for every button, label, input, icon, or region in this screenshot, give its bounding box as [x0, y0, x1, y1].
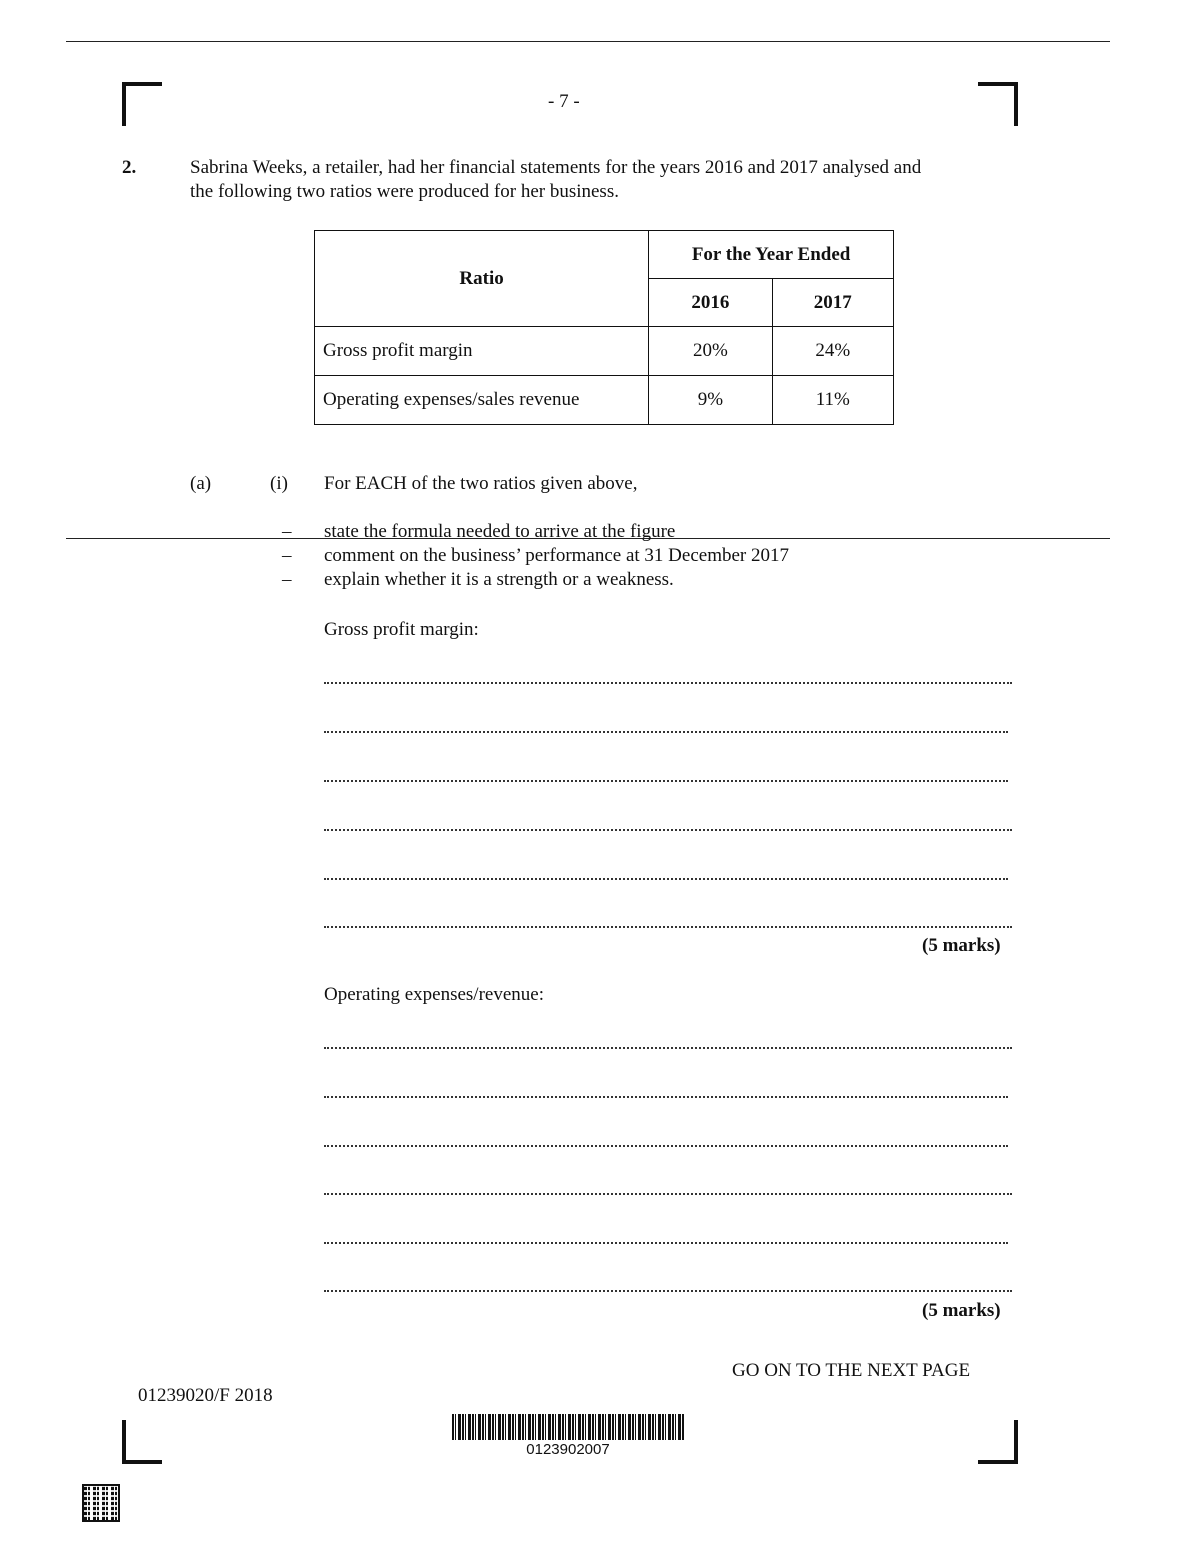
year-group-header: For the Year Ended — [649, 231, 894, 279]
row-label: Operating expenses/sales revenue — [315, 376, 649, 425]
question-number: 2. — [122, 157, 137, 178]
answer-line[interactable] — [324, 926, 1012, 928]
bullet-marker: – — [282, 545, 292, 566]
bullet-item: comment on the business’ performance at 31 December 2017 — [324, 545, 789, 566]
year-header-2017: 2017 — [772, 279, 893, 327]
section-title-gross-profit: Gross profit margin: — [324, 619, 479, 640]
bullet-marker: – — [282, 521, 292, 542]
answer-line[interactable] — [324, 1145, 1008, 1147]
answer-line[interactable] — [324, 1242, 1008, 1244]
corner-mark-bottom-right — [978, 1420, 1018, 1464]
ratio-table — [314, 230, 894, 425]
top-rule — [66, 41, 1110, 42]
answer-line[interactable] — [324, 682, 1012, 684]
bullet-marker: – — [282, 569, 292, 590]
marks-label: (5 marks) — [922, 935, 1001, 956]
question-intro-line1: Sabrina Weeks, a retailer, had her financial statements for the years 2016 and 2017 analysed and — [190, 157, 922, 178]
part-instruction: For EACH of the two ratios given above, — [324, 473, 638, 494]
answer-line[interactable] — [324, 1290, 1012, 1292]
row-value: 20% — [649, 327, 772, 376]
answer-line[interactable] — [324, 829, 1012, 831]
answer-line[interactable] — [324, 1096, 1008, 1098]
answer-line[interactable] — [324, 1193, 1012, 1195]
barcode-number: 0123902007 — [526, 1441, 610, 1458]
question-intro-line2: the following two ratios were produced for her business. — [190, 181, 619, 202]
next-page-notice: GO ON TO THE NEXT PAGE — [732, 1360, 971, 1381]
table-row — [315, 327, 894, 376]
row-value: 24% — [772, 327, 893, 376]
qr-code-image — [82, 1484, 120, 1522]
section-title-operating-expenses: Operating expenses/revenue: — [324, 984, 544, 1005]
table-row — [315, 376, 894, 425]
paper-code: 01239020/F 2018 — [138, 1385, 273, 1406]
marks-label: (5 marks) — [922, 1300, 1001, 1321]
year-header-2016: 2016 — [649, 279, 772, 327]
answer-line[interactable] — [324, 780, 1008, 782]
sub-part-label: (i) — [270, 473, 288, 494]
ratio-header: Ratio — [315, 231, 649, 327]
barcode-image — [452, 1414, 684, 1440]
answer-line[interactable] — [324, 878, 1008, 880]
corner-mark-top-left — [122, 82, 162, 126]
corner-mark-bottom-left — [122, 1420, 162, 1464]
row-label: Gross profit margin — [315, 327, 649, 376]
row-value: 9% — [649, 376, 772, 425]
bullet-item: state the formula needed to arrive at the figure — [324, 521, 676, 542]
part-label: (a) — [190, 473, 212, 494]
corner-mark-top-right — [978, 82, 1018, 126]
row-value: 11% — [772, 376, 893, 425]
answer-line[interactable] — [324, 1047, 1012, 1049]
page-number: - 7 - — [548, 91, 580, 112]
bullet-item: explain whether it is a strength or a weakness. — [324, 569, 674, 590]
answer-line[interactable] — [324, 731, 1008, 733]
